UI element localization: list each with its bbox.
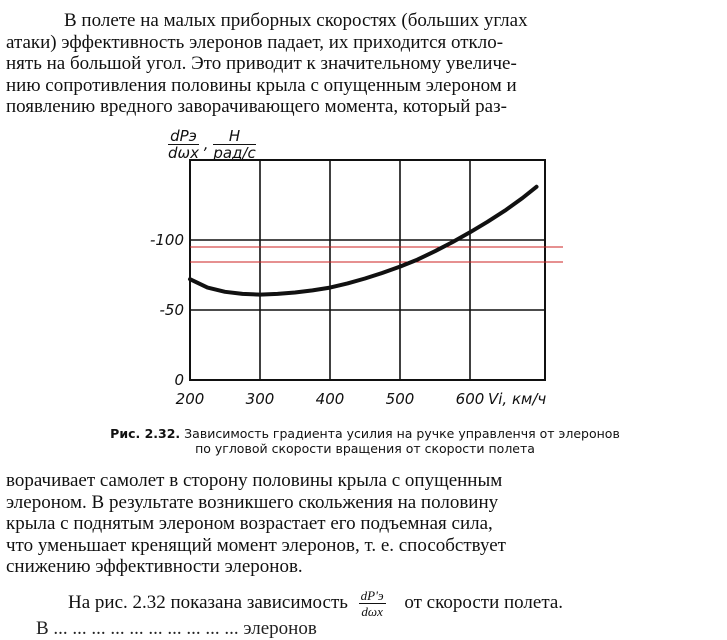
para2-line-5: снижению эффективности элеронов.	[6, 556, 303, 577]
para2-line-1: ворачивает самолет в сторону половины крыла с опущенным	[6, 470, 503, 491]
para2-line-3: крыла с поднятым элероном возрастает его подъемная сила,	[6, 513, 493, 534]
para2-line-2: элероном. В результате возникшего скольжения на половину	[6, 491, 499, 513]
fraction-denominator: dωx	[361, 604, 383, 619]
x-tick-label-200: 200	[175, 390, 205, 408]
x-tick-label-600: 600	[455, 390, 485, 408]
x-tick-label-500: 500	[385, 390, 415, 408]
para3-after: от скорости полета.	[404, 591, 564, 613]
paragraph-bottom	[68, 588, 563, 619]
chart-grid	[190, 160, 545, 380]
paragraph-middle	[6, 470, 690, 578]
ylabel-num-2: Н	[213, 128, 255, 145]
cut-off-line: В ... ... ... ... ... ... ... ... ... ... элеронов	[36, 618, 317, 639]
para3-before: На рис. 2.32 показана зависимость	[68, 591, 348, 613]
tick-labels	[150, 231, 546, 408]
x-tick-label-400: 400	[315, 390, 345, 408]
fraction-numerator: dP'э	[360, 588, 384, 603]
ylabel-num-1: dPэ	[168, 128, 199, 145]
para1-line-2: атаки) эффективность элеронов падает, их приходится откло-	[6, 31, 504, 53]
para1-line-1: В полете на малых приборных скоростях (больших углах	[64, 10, 528, 31]
para1-line-5: появлению вредного заворачивающего момента, который раз-	[6, 96, 507, 117]
reference-lines	[190, 247, 563, 262]
inline-fraction	[359, 588, 386, 619]
plot-frame	[190, 160, 545, 380]
para2-line-4: что уменьшает кренящий момент элеронов, т. е. способствует	[6, 534, 506, 556]
y-tick-label-0: 0	[174, 371, 184, 389]
caption-line-2: по угловой скорости вращения от скорости полета	[195, 441, 535, 456]
caption-label: Рис. 2.32.	[110, 426, 181, 441]
y-tick-label-1: -50	[159, 301, 184, 319]
y-tick-label-2: -100	[149, 231, 184, 249]
y-axis-label: dPэ dωx , Н рад/с	[168, 127, 256, 162]
x-axis-label: Vi, км/ч	[488, 390, 547, 408]
para1-line-3: нять на большой угол. Это приводит к значительному увеличе-	[6, 53, 517, 74]
para1-line-4: нию сопротивления половины крыла с опущенным элероном и	[6, 74, 517, 96]
ylabel-den-1: dωx	[168, 144, 199, 162]
x-tick-label-300: 300	[245, 390, 275, 408]
figure-caption	[20, 426, 710, 456]
caption-line-1: Зависимость градиента усилия на ручке управленчя от элеронов	[184, 426, 620, 441]
ylabel-den-2: рад/с	[213, 144, 256, 162]
